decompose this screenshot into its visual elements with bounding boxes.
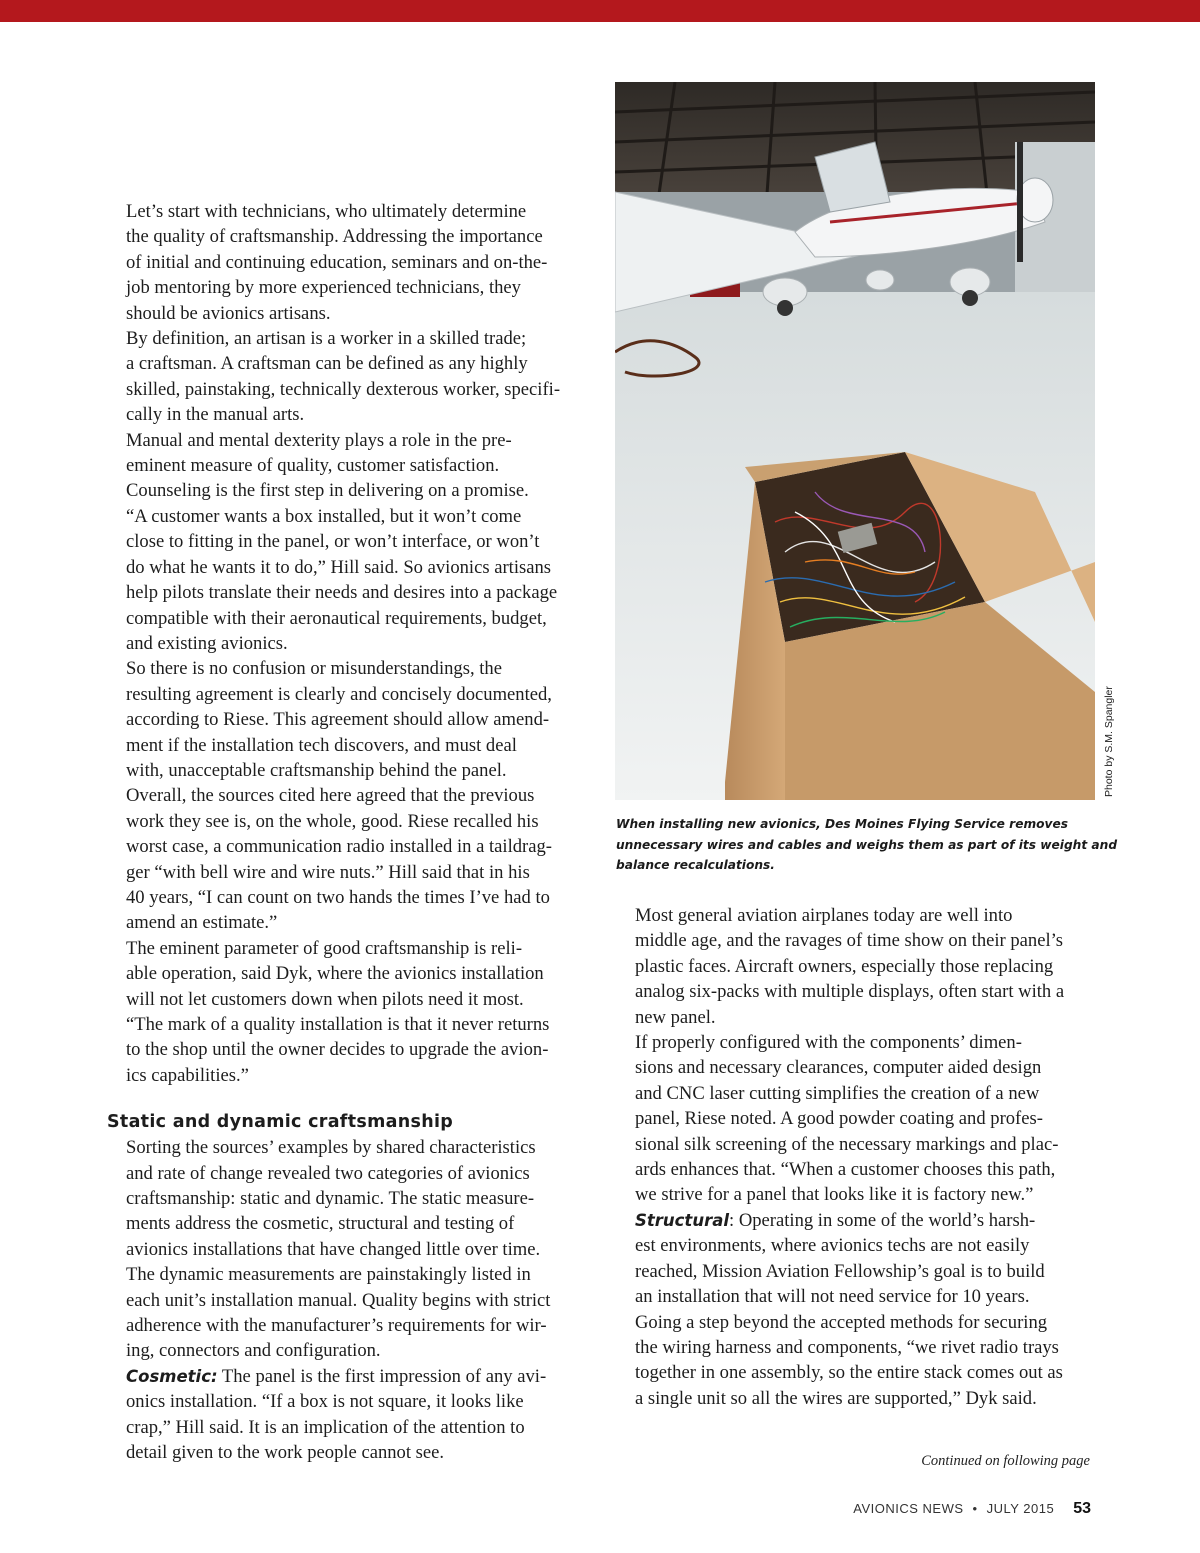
body-paragraph [107,326,584,428]
text-line: each unit’s installation manual. Quality begins with strict [126,1289,551,1311]
text-line: compatible with their aeronautical requirements, budget, [126,607,547,629]
text-line: Overall, the sources cited here agreed that the previous [126,785,535,807]
text-line: The dynamic measurements are painstakingly listed in [126,1264,531,1286]
text-line: eminent measure of quality, customer satisfaction. [126,455,500,477]
text-line: together in one assembly, so the entire stack comes out as [635,1362,1063,1384]
text-line: ments address the cosmetic, structural and testing of [126,1213,515,1235]
text-line: plastic faces. Aircraft owners, especially those replacing [635,955,1054,977]
text-line: job mentoring by more experienced technicians, they [126,277,521,299]
text-line: est environments, where avionics techs are not easily [635,1235,1030,1257]
caption-line: balance recalculations. [616,858,775,872]
text-line: a craftsman. A craftsman can be defined as any highly [126,353,528,375]
text-line: Sorting the sources’ examples by shared characteristics [126,1137,536,1159]
left-column [107,199,584,1466]
text-line: an installation that will not need service for 10 years. [635,1286,1030,1308]
text-line: according to Riese. This agreement should allow amend- [126,709,550,731]
section-spacer [107,1088,584,1109]
paragraph-lead: Structural [635,1210,729,1230]
text-line: resulting agreement is clearly and concisely documented, [126,683,552,705]
text-line: a single unit so all the wires are supported,” Dyk said. [635,1387,1037,1409]
text-line: and rate of change revealed two categories of avionics [126,1162,530,1184]
text-line: we strive for a panel that looks like it is factory new.” [635,1184,1034,1206]
text-line: So there is no confusion or misunderstandings, the [126,658,502,680]
text-line: analog six-packs with multiple displays, often start with a [635,981,1065,1003]
hangar-photo [615,82,1095,800]
body-paragraph [107,199,584,326]
text-line: the quality of craftsmanship. Addressing the importance [126,226,543,248]
top-color-bar [0,0,1200,22]
body-paragraph [107,1364,584,1466]
caption-line: unnecessary wires and cables and weighs them as part of its weight and [616,837,1118,852]
text-line [616,1208,1092,1233]
body-paragraph [616,903,1092,1030]
text-line: The eminent parameter of good craftsmanship is reli- [126,937,523,959]
text-line: “The mark of a quality installation is that it never returns [126,1014,550,1035]
text-line: work they see is, on the whole, good. Riese recalled his [126,810,539,832]
text-line: and CNC laser cutting simplifies the creation of a new [635,1082,1040,1104]
photo-credit: Photo by S.M. Spangler [1103,686,1115,797]
text-line: able operation, said Dyk, where the avionics installation [126,963,544,985]
footer-publication: AVIONICS NEWS [853,1501,964,1516]
body-paragraph [616,1030,1092,1208]
text-line: and existing avionics. [126,632,288,654]
body-paragraph [107,1135,584,1364]
body-paragraph [107,428,584,657]
page-footer [853,1500,1091,1518]
text-line: Manual and mental dexterity plays a role in the pre- [126,429,512,451]
photo-caption [616,814,1118,876]
text-line: crap,” Hill said. It is an implication of the attention to [126,1416,525,1438]
text-line: middle age, and the ravages of time show on their panel’s [635,930,1064,952]
footer-date: JULY 2015 [986,1501,1055,1516]
text-line [107,1364,584,1389]
text-line: Going a step beyond the accepted methods for securing [635,1311,1048,1333]
text-line: Most general aviation airplanes today are well into [635,905,1013,926]
text-line: with, unacceptable craftsmanship behind the panel. [126,759,507,781]
text-line: ger “with bell wire and wire nuts.” Hill said that in his [126,861,530,883]
right-column [616,903,1092,1411]
body-paragraph [107,936,584,1088]
body-paragraph [616,1208,1092,1411]
text-line: adherence with the manufacturer’s requirements for wir- [126,1315,547,1337]
text-line: If properly configured with the components’ dimen- [635,1032,1022,1054]
text-fragment: The panel is the first impression of any avi- [217,1365,547,1387]
text-line: cally in the manual arts. [126,404,305,426]
text-line: new panel. [635,1006,716,1028]
text-line: onics installation. “If a box is not square, it looks like [126,1391,524,1413]
text-line: ing, connectors and configuration. [126,1340,381,1362]
text-fragment: : Operating in some of the world’s harsh- [729,1209,1036,1231]
footer-bullet: • [972,1501,978,1516]
text-line: craftsmanship: static and dynamic. The static measure- [126,1188,535,1210]
text-line: worst case, a communication radio installed in a taildrag- [126,836,552,858]
text-line: ics capabilities.” [126,1064,249,1086]
text-line: Let’s start with technicians, who ultimately determine [126,201,527,222]
body-paragraph [107,656,584,783]
text-line: skilled, painstaking, technically dexterous worker, specifi- [126,378,561,400]
text-line: ment if the installation tech discovers, and must deal [126,734,517,756]
page-number: 53 [1073,1500,1091,1517]
paragraph-lead: Cosmetic: [126,1366,218,1386]
text-line: will not let customers down when pilots need it most. [126,988,524,1010]
caption-line: When installing new avionics, Des Moines Flying Service removes [616,817,1068,831]
text-line: sional silk screening of the necessary markings and plac- [635,1133,1059,1155]
section-heading: Static and dynamic craftsmanship [107,1112,454,1133]
text-line: should be avionics artisans. [126,302,331,324]
text-line: By definition, an artisan is a worker in a skilled trade; [126,328,527,350]
text-line: reached, Mission Aviation Fellowship’s goal is to build [635,1260,1045,1282]
text-line: detail given to the work people cannot see. [126,1442,445,1464]
text-line: help pilots translate their needs and desires into a package [126,582,558,604]
text-line: the wiring harness and components, “we rivet radio trays [635,1336,1059,1358]
text-line: amend an estimate.” [126,912,278,934]
text-line: to the shop until the owner decides to upgrade the avion- [126,1039,549,1061]
text-line: Counseling is the first step in delivering on a promise. [126,480,529,502]
text-line: of initial and continuing education, seminars and on-the- [126,251,548,273]
body-paragraph [107,783,584,935]
text-line: sions and necessary clearances, computer aided design [635,1057,1042,1079]
text-line: ards enhances that. “When a customer chooses this path, [635,1159,1056,1181]
text-line: 40 years, “I can count on two hands the times I’ve had to [126,886,550,908]
continued-note: Continued on following page [921,1453,1090,1469]
text-line: “A customer wants a box installed, but it won’t come [126,505,522,527]
text-line: do what he wants it to do,” Hill said. So avionics artisans [126,556,552,578]
text-line: panel, Riese noted. A good powder coating and profes- [635,1108,1043,1130]
text-line: close to fitting in the panel, or won’t interface, or won’t [126,531,540,553]
text-line: avionics installations that have changed little over time. [126,1238,541,1260]
